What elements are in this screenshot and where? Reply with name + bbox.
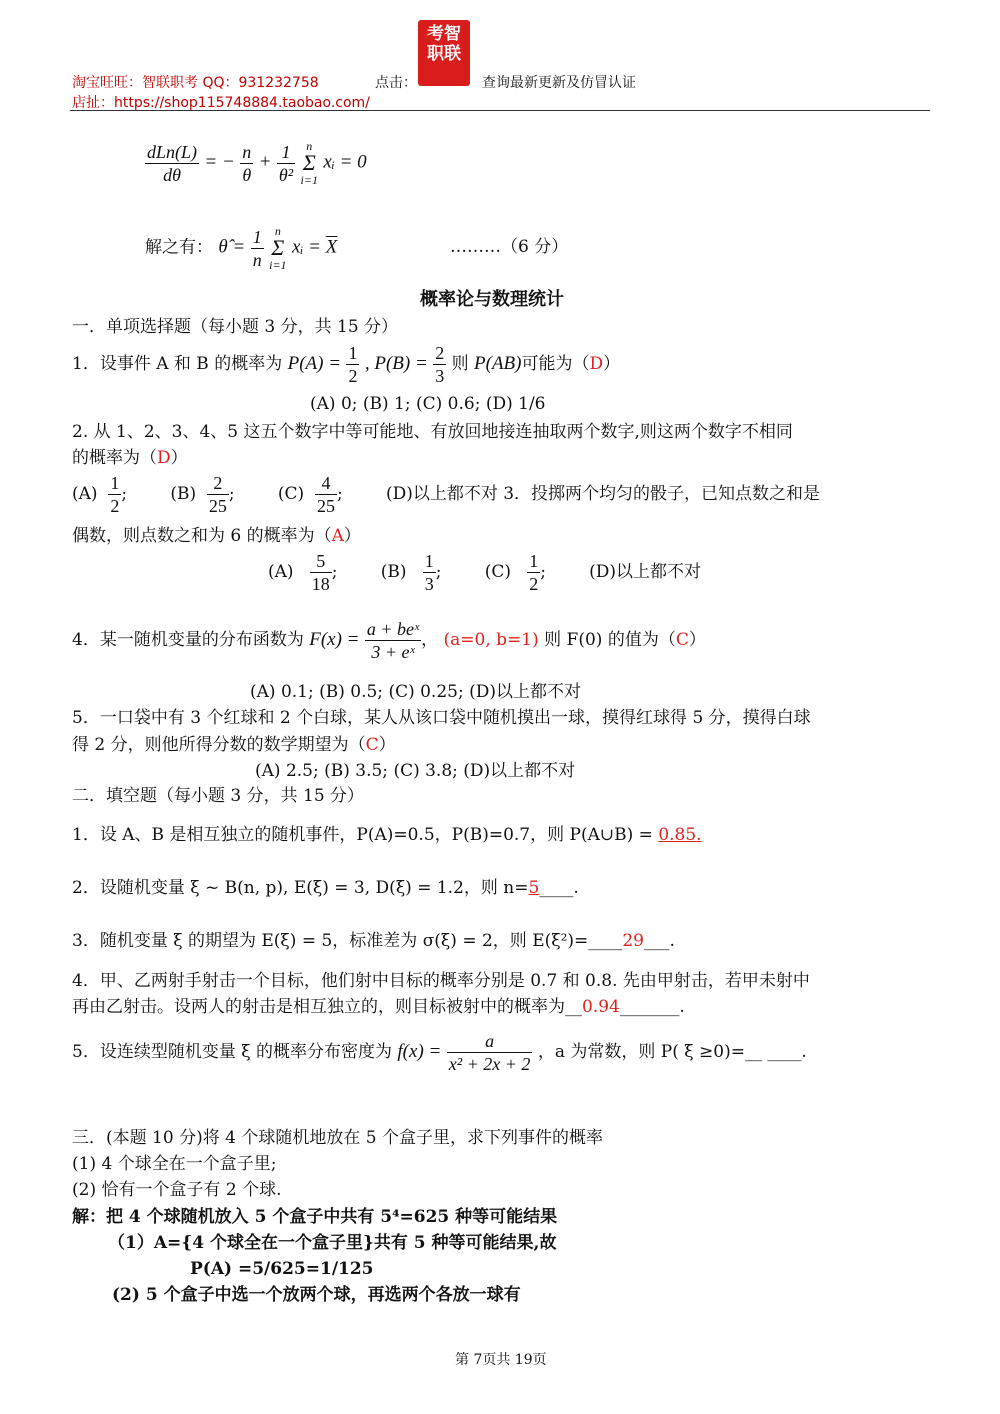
q1-stem: 1．设事件 A 和 B 的概率为 P(A) = $\frac{1}{2}$ , P(B) = $\frac{2}{3}$ 则 P(AB)可能为（D） xyxy=(72,343,621,386)
header-shop-address[interactable]: 店扯：https://shop115748884.taobao.com/ xyxy=(72,95,370,111)
solution-line1: 解：把 4 个球随机放入 5 个盒子中共有 5⁴=625 种等可能结果 xyxy=(72,1207,558,1227)
fill4-answer: 0.94 xyxy=(582,997,620,1017)
brand-logo[interactable] xyxy=(418,20,470,86)
q2-line1: 2. 从 1、2、3、4、5 这五个数字中等可能地、有放回地接连抽取两个数字,则这两个数字不相同 xyxy=(72,422,793,442)
q5-answer: C xyxy=(365,735,379,755)
part2-heading: 二．填空题（每小题 3 分，共 15 分） xyxy=(72,786,365,806)
part3-item2: (2) 恰有一个盒子有 2 个球. xyxy=(72,1180,282,1200)
fill4-line1: 4．甲、乙两射手射击一个目标，他们射中目标的概率分别是 0.7 和 0.8. 先由甲射击，若甲未射中 xyxy=(72,971,810,991)
q4-hint: (a=0, b=1) xyxy=(443,630,539,650)
q5-line1: 5．一口袋中有 3 个红球和 2 个白球，某人从该口袋中随机摸出一球，摸得红球得 5 分，摸得白球 xyxy=(72,708,811,728)
logo-text: 考智 职联 xyxy=(427,24,461,64)
header-divider xyxy=(70,110,930,111)
mle-score: ………（6 分） xyxy=(450,237,569,257)
fill2: 2．设随机变量 ξ ~ B(n, p), E(ξ) = 3, D(ξ) = 1.2，则 n=5____. xyxy=(72,878,579,898)
q3-line2: 偶数，则点数之和为 6 的概率为（A） xyxy=(72,526,361,546)
fill3-answer: 29 xyxy=(622,931,644,951)
q5-line2: 得 2 分，则他所得分数的数学期望为（C） xyxy=(72,735,396,755)
q2-line2: 的概率为（D） xyxy=(72,448,188,468)
q3-options: (A) $\frac{5}{18}$ ; (B) $\frac{1}{3}$ ; (C) $\frac{1}{2}$ ; (D)以上都不对 xyxy=(268,551,702,594)
fill1: 1．设 A、B 是相互独立的随机事件，P(A)=0.5，P(B)=0.7，则 P(A∪B) = 0.85. xyxy=(72,825,702,845)
q2-answer: D xyxy=(157,448,171,468)
header-click-label: 点击： xyxy=(375,75,417,91)
mle-derivative-equation: $\frac{\text{dLn(L)}}{d\theta}$ = − $\frac{n}{\theta}$ + $\frac{1}{\text{θ²}}$ n Σ i=1 xᵢ = 0 xyxy=(147,139,367,187)
header-verify-link[interactable]: 查询最新更新及仿冒认证 xyxy=(482,75,636,91)
page-footer: 第 7页共 19页 xyxy=(455,1352,547,1368)
fill1-answer: 0.85. xyxy=(658,825,702,845)
fill4-line2: 再由乙射击。设两人的射击是相互独立的，则目标被射中的概率为__0.94_______. xyxy=(72,997,685,1017)
mle-solution: 解之有： θ̂ = $\frac{1}{n}$ n Σ i=1 xᵢ = $\overline{X}$ xyxy=(145,224,338,272)
part1-heading: 一．单项选择题（每小题 3 分，共 15 分） xyxy=(72,317,399,337)
q4-answer: C xyxy=(675,630,689,650)
q3-answer: A xyxy=(331,526,344,546)
fill5: 5．设连续型随机变量 ξ 的概率分布密度为 f(x) = $\frac{a}{\text{x² + 2x + 2}}$ ，a 为常数，则 P( ξ ≥0)=__ ____. xyxy=(72,1031,807,1074)
fill2-answer: 5 xyxy=(528,878,540,898)
fill3: 3．随机变量 ξ 的期望为 E(ξ) = 5，标准差为 σ(ξ) = 2，则 E(ξ²)=____29___. xyxy=(72,931,675,951)
q1-answer: D xyxy=(589,354,604,374)
section-title: 概率论与数理统计 xyxy=(420,289,564,310)
q4-stem: 4．某一随机变量的分布函数为 F(x) = $\frac{\text{a + beˣ}}{\text{3 + eˣ}}$ ， (a=0, b=1) 则 F(0) 的值为（C） xyxy=(72,619,706,662)
q4-options: (A) 0.1; (B) 0.5; (C) 0.25; (D)以上都不对 xyxy=(250,682,581,702)
solution-line4: (2) 5 个盒子中选一个放两个球，再选两个各放一球有 xyxy=(112,1285,521,1305)
part3-heading: 三．(本题 10 分)将 4 个球随机地放在 5 个盒子里，求下列事件的概率 xyxy=(72,1128,603,1148)
q1-options: (A) 0; (B) 1; (C) 0.6; (D) 1/6 xyxy=(310,394,546,414)
q2-options: (A) $\frac{1}{2}$ ; (B) $\frac{2}{25}$ ; (C) $\frac{4}{25}$ ; (D)以上都不对 3．投掷两个均匀的骰子，已知点数之和是 xyxy=(72,473,821,516)
solution-line2: （1）A={4 个球全在一个盒子里}共有 5 种等可能结果,故 xyxy=(108,1233,557,1253)
part3-item1: (1) 4 个球全在一个盒子里; xyxy=(72,1154,277,1174)
header-shop-line: 淘宝旺旺：智联职考 QQ：931232758 xyxy=(72,75,319,91)
q5-options: (A) 2.5; (B) 3.5; (C) 3.8; (D)以上都不对 xyxy=(255,761,576,781)
solution-line3: P(A) =5/625=1/125 xyxy=(190,1259,374,1279)
